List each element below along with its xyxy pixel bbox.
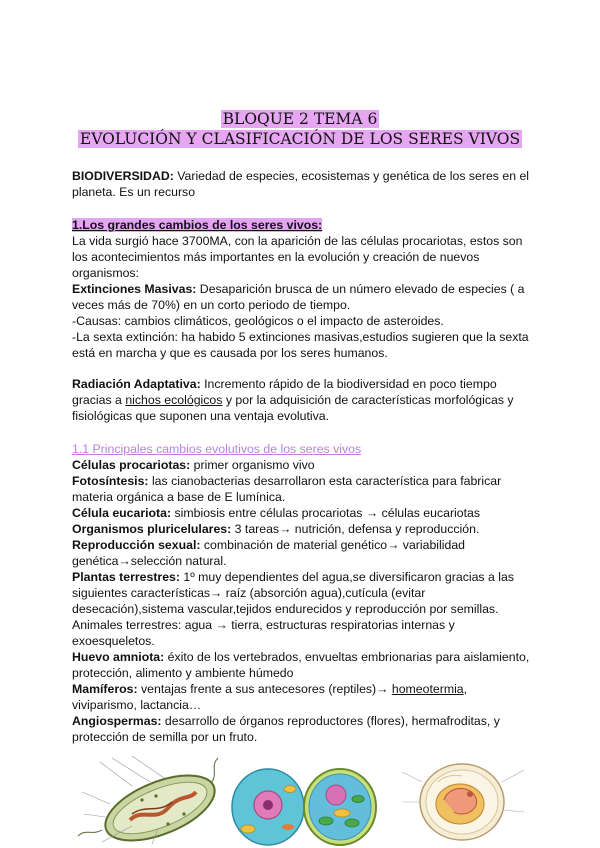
text-line: gracias a nichos ecológicos y por la adquisición de características morfológicas y	[72, 393, 514, 407]
text-line: protección, alimento y ambiente húmedo	[72, 666, 294, 680]
radiacion-paragraph	[72, 376, 542, 424]
homeotermia-link[interactable]: homeotermia	[391, 682, 464, 696]
text-line: -La sexta extinción: ha habido 5 extinciones masivas,estudios sugieren que la sexta	[72, 330, 529, 344]
text-line: los acontecimientos más importantes en la evolución y creación de nuevos	[72, 250, 480, 264]
animal-cell-illustration	[228, 755, 378, 848]
section-1	[72, 217, 542, 361]
text-line: viviparismo, lactancia…	[72, 698, 202, 712]
nichos-ecologicos-link[interactable]: nichos ecológicos	[125, 393, 223, 407]
text-line: La vida surgió hace 3700MA, con la aparición de las células procariotas, estos son	[72, 234, 523, 248]
text-line: Animales terrestres: agua → tierra, estructuras respiratorias internas y	[72, 618, 455, 632]
text-line: protección de semilla por un fruto.	[72, 730, 258, 744]
text-line: desecación),sistema vascular,tejidos endurecidos y reproducción por semillas.	[72, 602, 499, 616]
text-line: Células procariotas: primer organismo vivo	[72, 458, 315, 472]
section-1-1	[72, 441, 542, 745]
amniotic-egg-illustration	[398, 752, 528, 848]
text-line: Reproducción sexual: combinación de material genético→ variabilidad	[72, 538, 465, 552]
bloque-title: BLOQUE 2 TEMA 6	[222, 110, 378, 128]
text-line: Mamíferos: ventajas frente a sus antecesores (reptiles)→ homeotermia,	[72, 682, 468, 696]
main-title: EVOLUCIÓN Y CLASIFICACIÓN DE LOS SERES VIVOS	[79, 130, 521, 148]
text-line: fisiológicas que suponen una ventaja evolutiva.	[72, 409, 330, 423]
text-line: Plantas terrestres: 1º muy dependientes del agua,se diversificaron gracias a las	[72, 570, 514, 584]
text-line: Huevo amniota: éxito de los vertebrados, envueltas embrionarias para aislamiento,	[72, 650, 530, 664]
biodiversidad-paragraph	[72, 168, 542, 200]
text-line: Extinciones Masivas: Desaparición brusca de un número elevado de especies ( a	[72, 282, 525, 296]
text-line: organismos:	[72, 266, 139, 280]
text-line: BIODIVERSIDAD: Variedad de especies, ecosistemas y genética de los seres en el	[72, 169, 530, 183]
text-line: Organismos pluricelulares: 3 tareas→ nutrición, defensa y reproducción.	[72, 522, 480, 536]
text-line: genética→selección natural.	[72, 554, 227, 568]
text-line: veces más de 70%) en un corto periodo de tiempo.	[72, 298, 351, 312]
text-line: Radiación Adaptativa: Incremento rápido de la biodiversidad en poco tiempo	[72, 377, 497, 391]
text-line: -Causas: cambios climáticos, geológicos o el impacto de asteroides.	[72, 314, 444, 328]
text-line: exoesqueletos.	[72, 634, 155, 648]
text-line: está en marcha y que es causada por los seres humanos.	[72, 346, 388, 360]
section-heading: 1.Los grandes cambios de los seres vivos:	[72, 218, 323, 232]
text-line: Angiospermas: desarrollo de órganos reproductores (flores), hermafroditas, y	[72, 714, 500, 728]
text-line: Célula eucariota: simbiosis entre células procariotas → células eucariotas	[72, 506, 481, 520]
text-line: planeta. Es un recurso	[72, 185, 196, 199]
text-line: materia orgánica a base de E lumínica.	[72, 490, 286, 504]
text-line: Fotosíntesis: las cianobacterias desarrollaron esta característica para fabricar	[72, 474, 502, 488]
prokaryotic-cell-illustration	[72, 752, 222, 848]
subsection-heading: 1.1 Principales cambios evolutivos de los seres vivos	[72, 442, 362, 456]
text-line: siguientes características→ raíz (absorción agua),cutícula (evitar	[72, 586, 426, 600]
